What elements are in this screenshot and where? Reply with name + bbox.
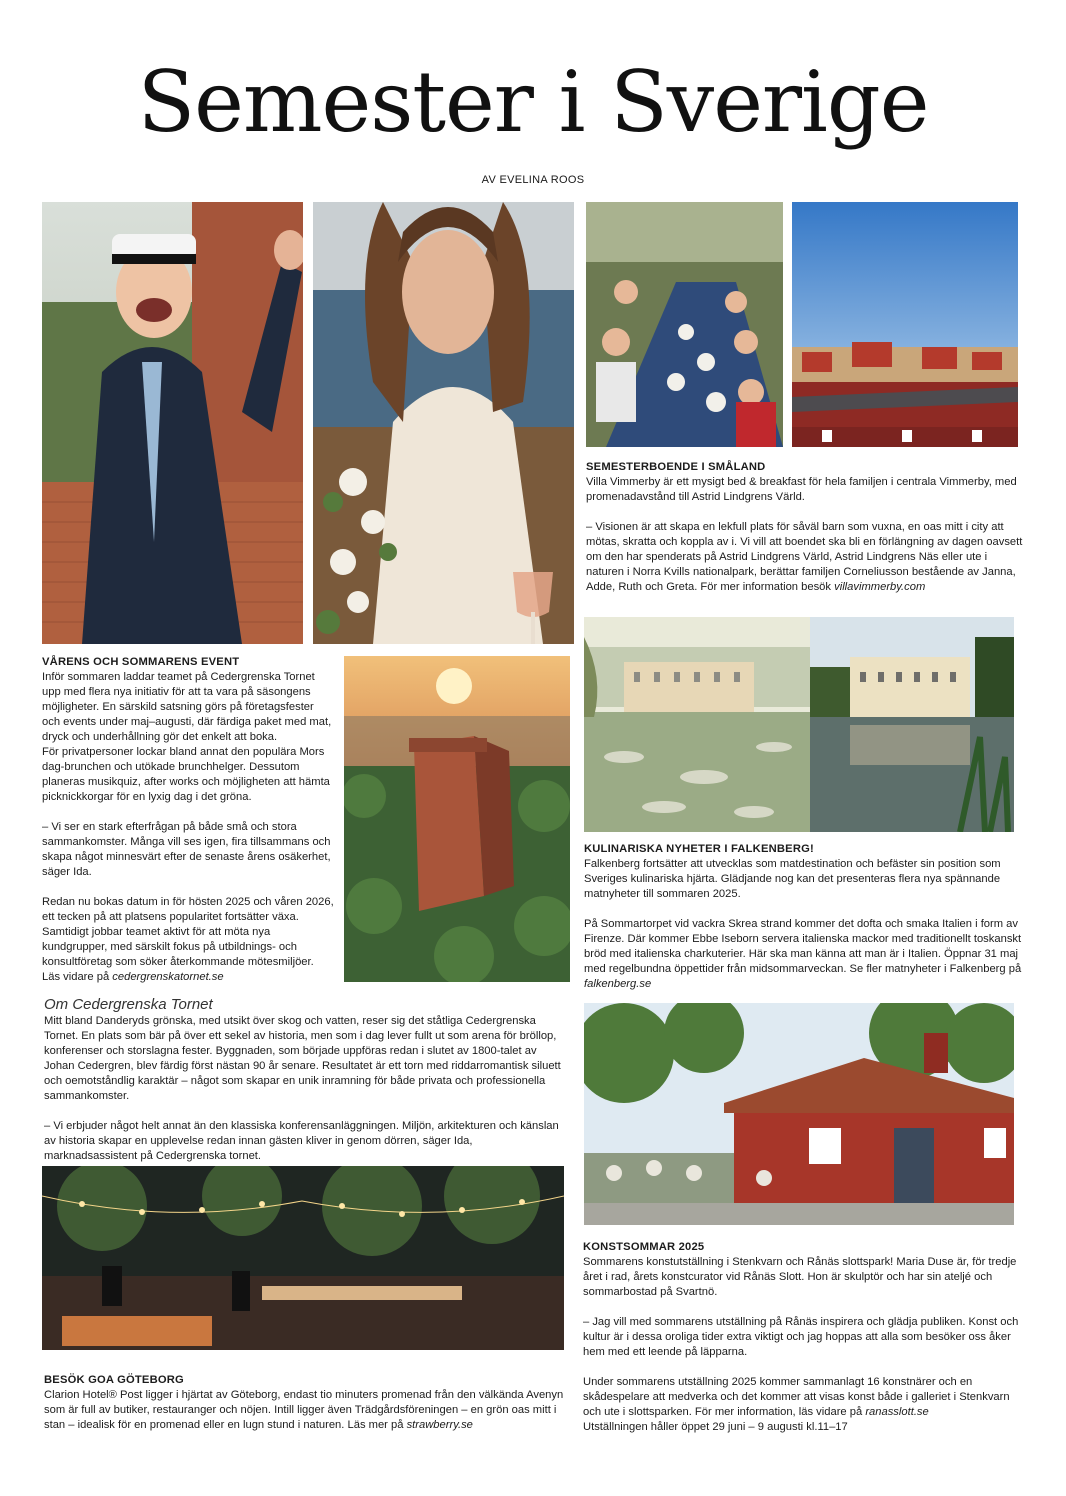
tornet-subheading: Om Cedergrenska Tornet [44, 996, 213, 1013]
event-paragraph-2: – Vi ser en stark efterfrågan på både små och stora sammankomster. Många vill ses igen, fira tillsammans och skapa något minnesvärt efter de senaste årens osäkerhet, säger Ida. [42, 821, 331, 878]
smaland-paragraph-2 [586, 520, 1026, 595]
event-paragraph-1b: För privatpersoner lockar bland annat den populära Mors dag-brunchen och utökade brunchhelger. Dessutom planeras musikquiz, after works och möjligheten att hämta picknickkorgar för en lyxig dag i det gröna. [42, 746, 330, 803]
tornet-paragraph-1: Mitt bland Danderyds grönska, med utsikt över skog och vatten, reser sig det ståtliga Cedergrenska Tornet. En plats som bär på över ett sekel av historia, men som i dag lever fullt ut som arena för bröllop, konferenser och storslagna fester. Byggnaden, som började uppföras redan i slutet av 1800-talet av Johan Cedergren, blev färdig först nästan 90 år senare. Resultatet är ett torn med riddarromantisk siluett och oemotståndlig karaktär – något som skapar en unik inramning för både privata och professionella sammankomster. [44, 1015, 561, 1102]
konst-paragraph-2: – Jag vill med sommarens utställning på Rånäs inspirera och glädja publiken. Konst och kultur är i dessa oroliga tider extra viktigt och jag hoppas att alla som besöker oss åker hem med ett leende på läpparna. [583, 1316, 1019, 1358]
falkenberg-article [584, 842, 1024, 992]
castle-lake-photo [810, 617, 1014, 832]
konst-paragraph-1: Sommarens konstutställning i Stenkvarn och Rånäs slottspark! Maria Duse är, för tredje året i rad, årets konstcurator vid Rånäs Slott. Hon är skulptör och har sin ateljé och sommarbostad på Svartnö. [583, 1256, 1017, 1298]
tower-aerial-photo [344, 656, 570, 982]
event-heading: VÅRENS OCH SOMMARENS EVENT [42, 656, 240, 668]
konst-article [583, 1240, 1023, 1435]
falkenberg-heading: KULINARISKA NYHETER I FALKENBERG! [584, 843, 814, 855]
red-cottage-photo [584, 1003, 1014, 1225]
konst-paragraph-3 [583, 1375, 1023, 1420]
goteborg-paragraph-1-text: Clarion Hotel® Post ligger i hjärtat av Göteborg, endast tio minuters promenad från den välkända Avenyn som är full av butiker, restauranger och nöjen. Intill ligger även Trädgårdsföreningen – en grön oas mitt i stan – idealisk för en promenad eller en lugn stund i naturen. Läs mer på [44, 1389, 564, 1431]
tornet-article [44, 1014, 564, 1164]
konst-opening-hours: Utställningen håller öppet 29 juni – 9 augusti kl.11–17 [583, 1421, 848, 1433]
goteborg-paragraph-1 [44, 1388, 564, 1433]
goteborg-article [44, 1373, 564, 1433]
family-dinner-photo [586, 202, 783, 447]
smaland-article [586, 460, 1026, 595]
goteborg-link[interactable]: strawberry.se [406, 1419, 473, 1431]
event-article [42, 655, 334, 985]
smaland-link[interactable]: villavimmerby.com [834, 581, 926, 593]
restaurant-terrace-photo [42, 1166, 564, 1350]
goteborg-heading: BESÖK GOA GÖTEBORG [44, 1374, 184, 1386]
falkenberg-link[interactable]: falkenberg.se [584, 978, 652, 990]
konst-paragraph-3-text: Under sommarens utställning 2025 kommer sammanlagt 16 konstnärer och en skådespelare att medverka och det kommer att visas konst både i galleriet i Stenkvarn och ute i slottsparken. För mer information, läs vidare på [583, 1376, 1010, 1418]
smaland-paragraph-2-text: – Visionen är att skapa en lekfull plats för såväl barn som vuxna, en oas mitt i city att mötas, skratta och koppla av i. Vi vill att boendet ska bli en förlängning av dagen oavsett om den har spenderats på Astrid Lindgrens Värld, Astrid Lindgrens Näs eller ute i naturen i Norra Kvills nationalpark, berättar familjen Corneliusson bestående av Janna, Adde, Ruth och Greta. För mer information besök [586, 521, 1023, 593]
smaland-paragraph-1: Villa Vimmerby är ett mysigt bed & breakfast för hela familjen i centrala Vimmerby, med promenadavstånd till Astrid Lindgrens Värld. [586, 476, 1017, 503]
event-paragraph-3-text: Redan nu bokas datum in för hösten 2025 och våren 2026, ett tecken på att platsens popularitet fortsätter växa. Samtidigt jobbar teamet aktivt för att möta nya kundgrupper, med särskilt fokus på utbildnings- och konsultföretag som söker återkommande mötesmiljöer. Läs vidare på [42, 896, 334, 983]
town-rooftops-photo [792, 202, 1018, 447]
castle-watercolor-photo [584, 617, 810, 832]
falkenberg-paragraph-1: Falkenberg fortsätter att utvecklas som matdestination och befäster sin position som Sveriges kulinariska hjärta. Glädjande nog kan det presenteras flera nya spännande matnyheter till sommaren 2025. [584, 858, 1001, 900]
graduate-photo [42, 202, 303, 644]
falkenberg-paragraph-2 [584, 917, 1024, 992]
smaland-heading: SEMESTERBOENDE I SMÅLAND [586, 461, 766, 473]
event-link[interactable]: cedergrenskatornet.se [112, 971, 224, 983]
event-paragraph-1: Inför sommaren laddar teamet på Cedergrenska Tornet upp med flera nya initiativ för att ta vara på säsongens möjligheter. En särskild satsning görs på företagsfester och events under maj–augusti, där färdiga paket med mat, dryck och underhållning gör det enkelt att boka. [42, 671, 332, 743]
konst-link[interactable]: ranasslott.se [865, 1406, 929, 1418]
event-paragraph-3 [42, 895, 334, 985]
woman-flowers-photo [313, 202, 574, 644]
page-title: Semester i Sverige [137, 53, 929, 151]
konst-heading: KONSTSOMMAR 2025 [583, 1241, 705, 1253]
falkenberg-paragraph-2-text: På Sommartorpet vid vackra Skrea strand kommer det dofta och smaka Italien i form av Firenze. Där kommer Ebbe Iseborn servera italienska mackor med traditionellt toskanskt bröd med italienska charkuterier. Här ska man känna att man är i Italien. Öppnar 31 maj med regelbundna öppettider från midsommarveckan. Se fler matnyheter i Falkenberg på [584, 918, 1022, 975]
tornet-paragraph-2: – Vi erbjuder något helt annat än den klassiska konferensanläggningen. Miljön, arkitekturen och känslan av historia skapar en upplevelse redan innan gästen kliver in genom dörren, säger Ida, marknadsassistent på Cedergrenska tornet. [44, 1120, 559, 1162]
byline: AV EVELINA ROOS [481, 174, 585, 186]
